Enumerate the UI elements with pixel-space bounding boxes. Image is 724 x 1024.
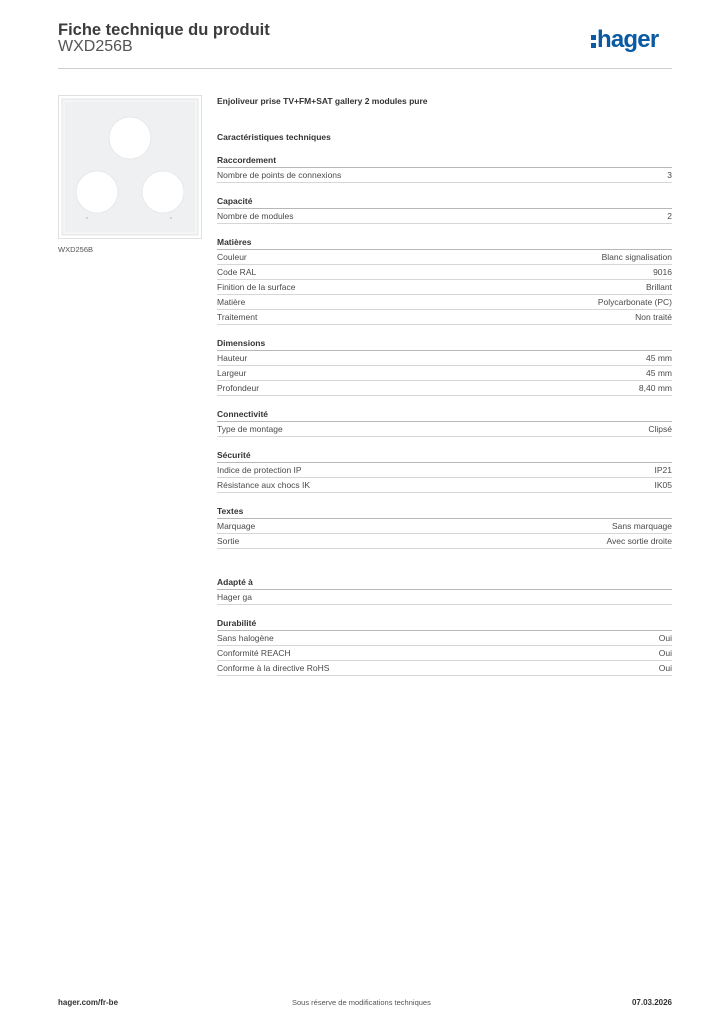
- spec-value: Avec sortie droite: [606, 536, 672, 546]
- spec-value: 8,40 mm: [638, 383, 672, 393]
- spec-value: Oui: [658, 648, 672, 658]
- spec-row: [217, 478, 672, 493]
- spec-value: 2: [667, 211, 672, 221]
- spec-value: Oui: [658, 633, 672, 643]
- section-title: Dimensions: [217, 336, 672, 351]
- tech-characteristics-title: Caractéristiques techniques: [217, 132, 331, 142]
- spec-row: [217, 463, 672, 478]
- image-caption: WXD256B: [58, 245, 94, 254]
- spec-value: Sans marquage: [611, 521, 672, 531]
- spec-label: Conformité REACH: [217, 648, 291, 658]
- section-title: Textes: [217, 504, 672, 519]
- product-image: [58, 95, 202, 239]
- spec-row: [217, 422, 672, 437]
- spec-row: [217, 519, 672, 534]
- logo-colon-mark: [591, 26, 597, 54]
- spec-value: Polycarbonate (PC): [597, 297, 672, 307]
- spec-label: Couleur: [217, 252, 247, 262]
- spec-row: [217, 280, 672, 295]
- spec-label: Nombre de modules: [217, 211, 294, 221]
- spec-label: Sortie: [217, 536, 240, 546]
- spec-value: IP21: [654, 465, 672, 475]
- spec-row: [217, 209, 672, 224]
- hager-logo: [591, 26, 658, 54]
- spec-section: [217, 575, 672, 605]
- spec-row: [217, 590, 672, 605]
- spec-row: [217, 310, 672, 325]
- spec-value: 45 mm: [646, 353, 672, 363]
- spec-value: Blanc signalisation: [601, 252, 672, 262]
- footer-date: 07.03.2026: [631, 998, 672, 1007]
- spec-section: [217, 616, 672, 676]
- spec-section: [217, 153, 672, 183]
- spec-label: Résistance aux chocs IK: [217, 480, 311, 490]
- logo-text: hager: [597, 26, 659, 53]
- spec-row: [217, 661, 672, 676]
- page-title: Fiche technique du produit: [58, 21, 270, 39]
- spec-row: [217, 381, 672, 396]
- spec-row: [217, 295, 672, 310]
- spec-value: 9016: [653, 267, 672, 277]
- product-name: Enjoliveur prise TV+FM+SAT gallery 2 modules pure: [217, 96, 428, 106]
- spec-label: Finition de la surface: [217, 282, 296, 292]
- spec-label: Nombre de points de connexions: [217, 170, 342, 180]
- section-title: Sécurité: [217, 448, 672, 463]
- header-divider: [58, 68, 672, 69]
- footer-website-link[interactable]: hager.com/fr-be: [58, 998, 119, 1007]
- spec-section: [217, 407, 672, 437]
- spec-value: Clipsé: [648, 424, 672, 434]
- spec-section: [217, 448, 672, 493]
- spec-value: Brillant: [646, 282, 672, 292]
- spec-label: Traitement: [217, 312, 258, 322]
- spec-row: [217, 265, 672, 280]
- spec-value: 45 mm: [646, 368, 672, 378]
- section-title: Adapté à: [217, 575, 672, 590]
- spec-row: [217, 168, 672, 183]
- section-title: Capacité: [217, 194, 672, 209]
- section-title: Raccordement: [217, 153, 672, 168]
- spec-section: [217, 504, 672, 549]
- spec-value: Oui: [658, 663, 672, 673]
- spec-row: [217, 351, 672, 366]
- spec-label: Hauteur: [217, 353, 248, 363]
- spec-label: Type de montage: [217, 424, 283, 434]
- spec-row: [217, 631, 672, 646]
- spec-label: Profondeur: [217, 383, 260, 393]
- spec-label: Matière: [217, 297, 246, 307]
- spec-label: Marquage: [217, 521, 256, 531]
- footer-disclaimer: Sous réserve de modifications techniques: [292, 998, 431, 1007]
- spec-section: [217, 336, 672, 396]
- spec-section: [217, 235, 672, 325]
- spec-row: [217, 250, 672, 265]
- spec-row: [217, 366, 672, 381]
- spec-sheet: [217, 94, 672, 676]
- spec-label: Conforme à la directive RoHS: [217, 663, 330, 673]
- spec-value: Non traité: [635, 312, 672, 322]
- spec-sections: [217, 153, 672, 676]
- product-reference: WXD256B: [58, 38, 133, 55]
- spec-label: Indice de protection IP: [217, 465, 302, 475]
- spec-row: [217, 646, 672, 661]
- section-title: Durabilité: [217, 616, 672, 631]
- section-title: Connectivité: [217, 407, 672, 422]
- spec-section: [217, 194, 672, 224]
- section-title: Matières: [217, 235, 672, 250]
- spec-label: Hager ga: [217, 592, 252, 602]
- spec-label: Sans halogène: [217, 633, 274, 643]
- cover-plate-three-holes-icon: [59, 96, 201, 238]
- spec-value: 3: [667, 170, 672, 180]
- spec-label: Largeur: [217, 368, 247, 378]
- spec-row: [217, 534, 672, 549]
- spec-value: IK05: [654, 480, 672, 490]
- spec-label: Code RAL: [217, 267, 257, 277]
